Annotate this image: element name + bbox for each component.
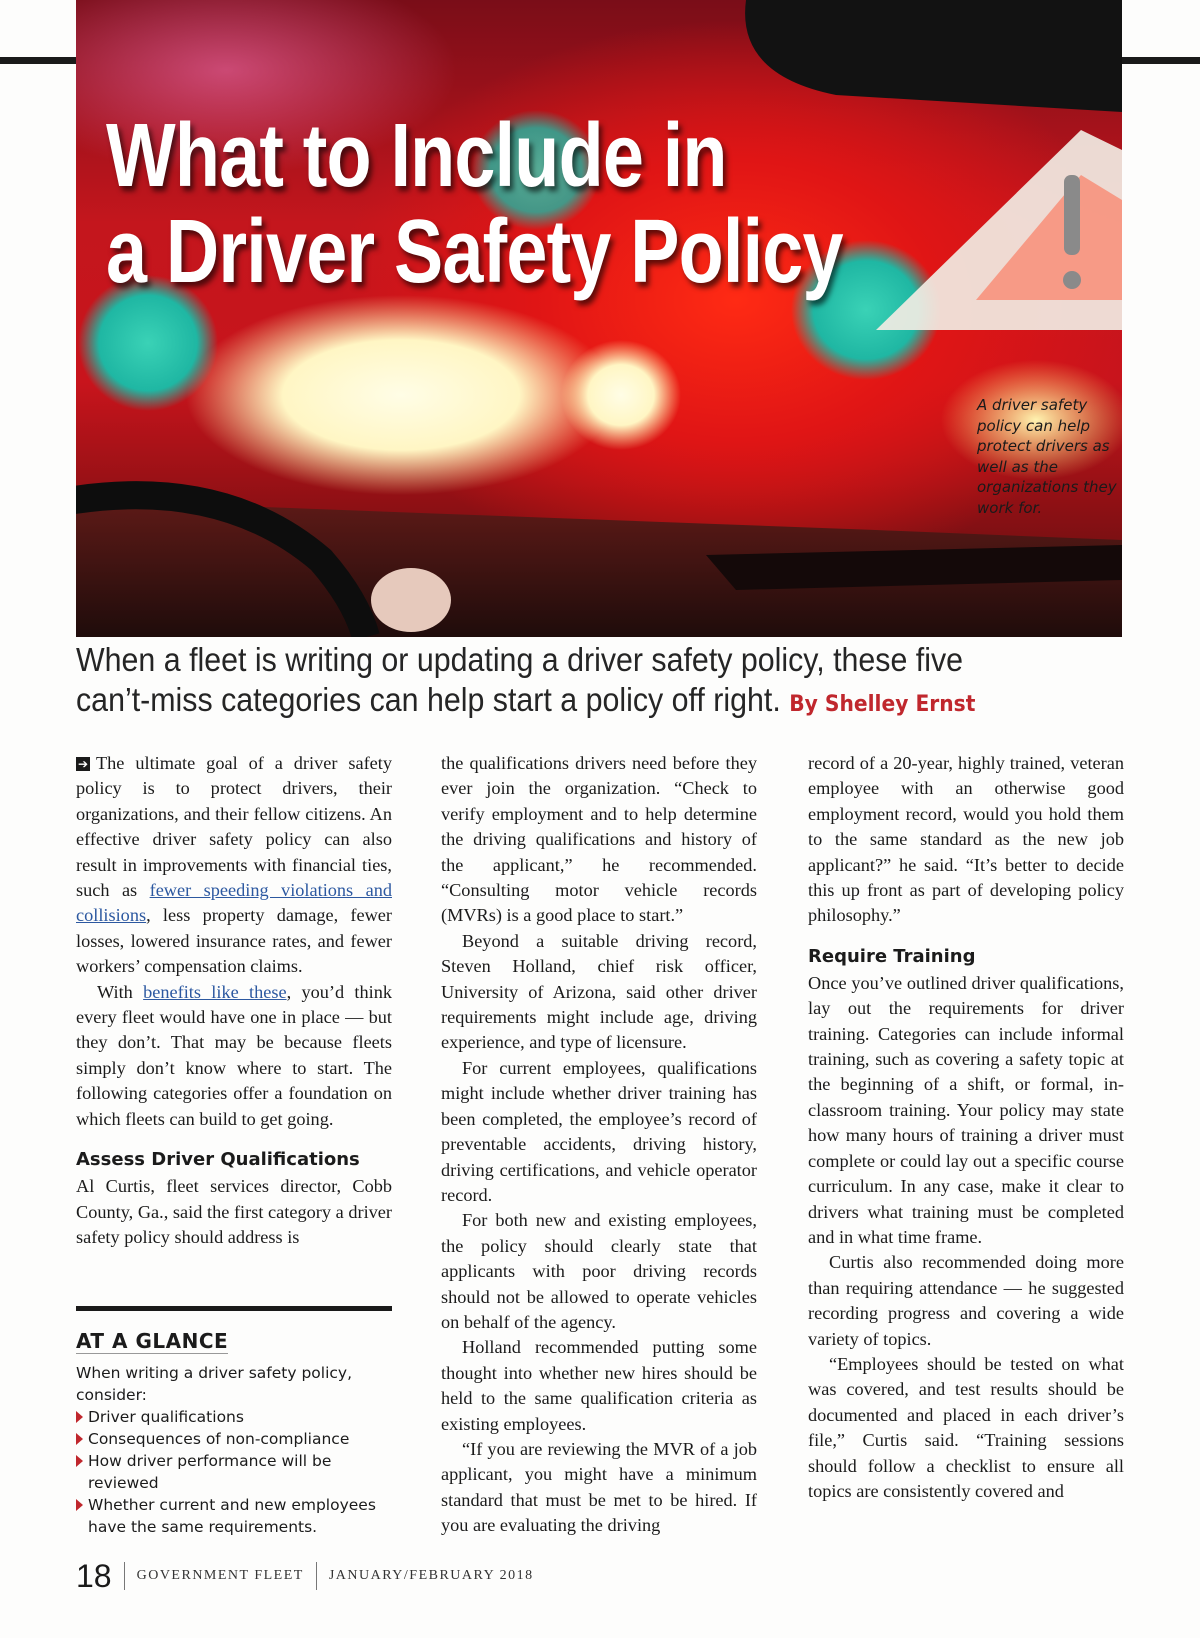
bullet-triangle-icon: [76, 1411, 83, 1423]
list-item: [76, 1494, 392, 1538]
heading-assess-driver-qualifications: Assess Driver Qualifications: [76, 1149, 360, 1171]
bullet-triangle-icon: [76, 1433, 83, 1445]
at-a-glance-box: [76, 1306, 392, 1538]
page-number: 18: [76, 1557, 112, 1594]
paragraph-6: For both new and existing employees, the policy should clearly state that applicants with poor driving records should not be allowed to operate vehicles on behalf of the agency.: [441, 1210, 757, 1332]
paragraph-3-part-2: the qualifications drivers need before they ever join the organization. “Check to verify employment and to help determine the driving qualifications and history of the applicant,” he recommended. “Consulting motor vehicle records (MVRs) is a good place to start.”: [441, 753, 757, 926]
paragraph-1: [76, 751, 392, 980]
photo-caption: A driver safety policy can help protect drivers as well as the organizations they work for.: [977, 396, 1117, 517]
arrow-right-icon: ➔: [77, 757, 89, 771]
list-item-text: Whether current and new employees have the same requirements.: [88, 1496, 376, 1536]
paragraph-2-text-b: , you’d think every fleet would have one in place — but they don’t. That may be because fleets simply don’t know where to start. The following categories offer a foundation on which fleets can build to get going.: [76, 981, 392, 1129]
paragraph-5: For current employees, qualifications might include whether driver training has been completed, the employee’s record of preventable accidents, driving history, driving certifications, and vehicle operator record.: [441, 1057, 757, 1205]
paragraph-2: [76, 980, 392, 1132]
link-benefits-like-these[interactable]: benefits like these: [143, 981, 287, 1002]
heading-require-training: Require Training: [808, 945, 976, 967]
list-item-text: How driver performance will be reviewed: [88, 1452, 332, 1492]
footer-divider: [316, 1562, 317, 1590]
list-item-text: Consequences of non-compliance: [88, 1430, 350, 1448]
link-fewer-speeding-violations[interactable]: fewer speeding violations and collisions: [76, 880, 392, 926]
paragraph-7: Holland recommended putting some thought into whether new hires should be held to the same qualification criteria as existing employees.: [441, 1337, 757, 1434]
title-line-2: a Driver Safety Policy: [106, 202, 843, 302]
paragraph-4: Beyond a suitable driving record, Steven Holland, chief risk officer, University of Arizona, said other driver requirements might include age, driving experience, and type of licensure.: [441, 930, 757, 1053]
at-a-glance-title: AT A GLANCE: [76, 1329, 229, 1353]
publication-name: GOVERNMENT FLEET: [136, 1568, 304, 1583]
footer-divider: [124, 1562, 125, 1590]
page-footer: [76, 1556, 534, 1596]
top-rule-left: [0, 57, 78, 64]
list-item-text: Driver qualifications: [88, 1408, 244, 1426]
paragraph-8-part-1: “If you are reviewing the MVR of a job applicant, you might have a minimum standard that must be met to be hired. If you are evaluating the driving: [441, 1438, 757, 1536]
column-1: [76, 751, 392, 1250]
paragraph-8-part-2: record of a 20-year, highly trained, veteran employee with an otherwise good employment record, would you hold them to the same standard as the new job applicant?” he said. “It’s better to decide this up front as part of developing policy philosophy.”: [808, 753, 1124, 926]
paragraph-3-part-1: Al Curtis, fleet services director, Cobb County, Ga., said the first category a driver safety policy should address is: [76, 1176, 392, 1247]
byline: By Shelley Ernst: [789, 692, 976, 717]
paragraph-2-text-a: With: [97, 981, 144, 1002]
list-item: [76, 1450, 392, 1494]
hero-image: [76, 0, 1122, 637]
at-a-glance-list: [76, 1406, 392, 1538]
top-rule-right: [1122, 57, 1200, 64]
title-line-1: What to Include in: [106, 106, 727, 206]
list-item: [76, 1406, 392, 1428]
paragraph-11: “Employees should be tested on what was covered, and test results should be documented and placed in each driver’s file,” Curtis said. “Training sessions should follow a checklist to ensure all topics are consistently covered and: [808, 1353, 1124, 1501]
bullet-triangle-icon: [76, 1455, 83, 1467]
paragraph-1-text-a: The ultimate goal of a driver safety policy is to protect drivers, their organizations, and their fellow citizens. An effective driver safety policy can also result in improvements with financial ties, such as: [76, 753, 392, 901]
issue-date: JANUARY/FEBRUARY 2018: [328, 1568, 534, 1583]
bullet-triangle-icon: [76, 1499, 83, 1511]
paragraph-10: Curtis also recommended doing more than requiring attendance — he suggested recording progress and covering a wide variety of topics.: [808, 1252, 1124, 1349]
list-item: [76, 1428, 392, 1450]
deck-text: When a fleet is writing or updating a driver safety policy, these five can’t-miss categories can help start a policy off right.: [76, 641, 964, 718]
article-deck: [76, 640, 1042, 725]
column-3: [808, 751, 1124, 1504]
paragraph-1-text-b: , less property damage, fewer losses, lowered insurance rates, and fewer workers’ compensation claims.: [76, 905, 392, 977]
column-2: [441, 751, 757, 1539]
paragraph-9: Once you’ve outlined driver qualifications, lay out the requirements for driver training. Categories can include informal training, such as covering a safety topic at the beginning of a shift, or formal, in-classroom training. Your policy may state how many hours of training a driver must complete or could lay out a specific course curriculum. In any case, make it clear to drivers what training must be completed and in what time frame.: [808, 972, 1124, 1247]
hero-illustration: [76, 0, 1122, 637]
at-a-glance-intro: When writing a driver safety policy, consider:: [76, 1364, 353, 1404]
article-title: [106, 108, 843, 300]
